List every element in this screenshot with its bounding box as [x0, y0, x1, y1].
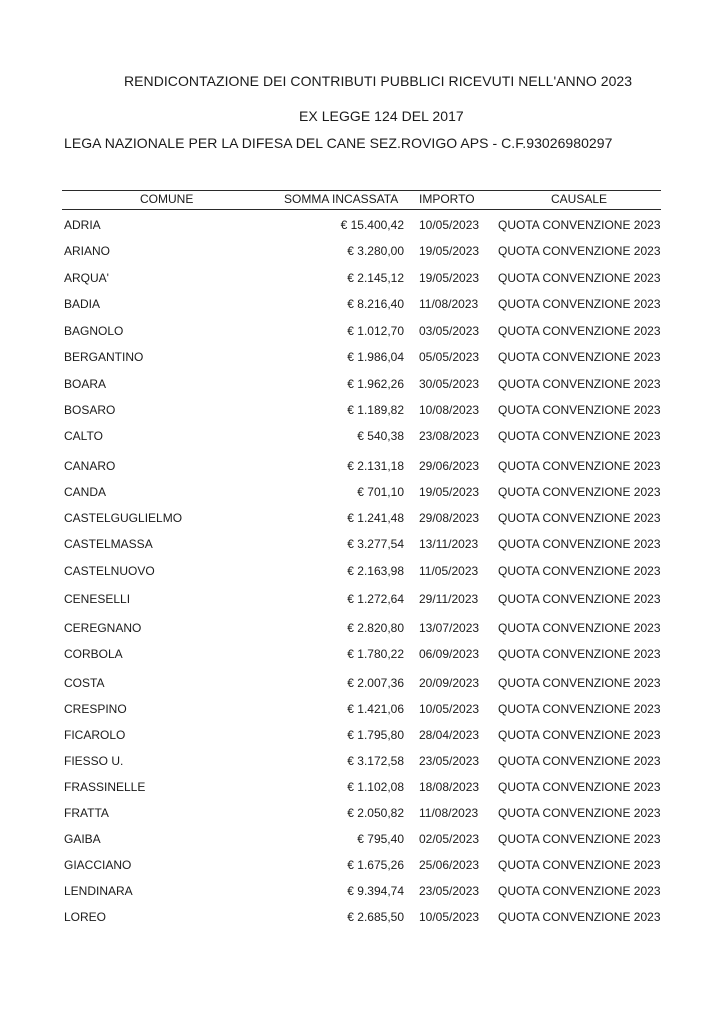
cell-somma-incassata: € 3.280,00 [347, 244, 404, 258]
cell-comune: CEREGNANO [64, 621, 142, 635]
cell-comune: BADIA [64, 297, 101, 311]
cell-causale: QUOTA CONVENZIONE 2023 [498, 780, 661, 794]
cell-importo: 29/08/2023 [419, 511, 480, 525]
cell-importo: 23/05/2023 [419, 884, 480, 898]
cell-importo: 13/11/2023 [419, 537, 479, 551]
cell-somma-incassata: € 540,38 [357, 429, 404, 443]
cell-importo: 10/08/2023 [419, 403, 480, 417]
cell-importo: 18/08/2023 [419, 780, 480, 794]
cell-importo: 20/09/2023 [419, 676, 480, 690]
cell-somma-incassata: € 2.007,36 [347, 676, 404, 690]
cell-somma-incassata: € 1.780,22 [347, 647, 404, 661]
cell-importo: 19/05/2023 [419, 485, 480, 499]
cell-somma-incassata: € 2.050,82 [347, 806, 404, 820]
cell-importo: 05/05/2023 [419, 350, 480, 364]
cell-comune: CASTELNUOVO [64, 564, 155, 578]
table-row [62, 297, 661, 313]
cell-somma-incassata: € 1.421,06 [347, 702, 404, 716]
cell-importo: 23/08/2023 [419, 429, 480, 443]
cell-causale: QUOTA CONVENZIONE 2023 [498, 459, 661, 473]
cell-importo: 28/04/2023 [419, 728, 480, 742]
cell-causale: QUOTA CONVENZIONE 2023 [498, 858, 661, 872]
cell-comune: FICAROLO [64, 728, 126, 742]
cell-somma-incassata: € 2.131,18 [347, 459, 404, 473]
table-row [62, 647, 661, 663]
table-row [62, 485, 661, 501]
cell-causale: QUOTA CONVENZIONE 2023 [498, 244, 661, 258]
table-row [62, 728, 661, 744]
cell-causale: QUOTA CONVENZIONE 2023 [498, 429, 661, 443]
table-row [62, 592, 661, 608]
cell-somma-incassata: € 1.962,26 [347, 377, 404, 391]
cell-causale: QUOTA CONVENZIONE 2023 [498, 297, 661, 311]
cell-importo: 03/05/2023 [419, 324, 480, 338]
table-row [62, 621, 661, 637]
cell-causale: QUOTA CONVENZIONE 2023 [498, 832, 661, 846]
cell-causale: QUOTA CONVENZIONE 2023 [498, 324, 661, 338]
cell-somma-incassata: € 1.189,82 [347, 403, 404, 417]
cell-comune: ADRIA [64, 218, 101, 232]
cell-importo: 11/08/2023 [419, 297, 479, 311]
cell-somma-incassata: € 2.163,98 [347, 564, 404, 578]
table-row [62, 910, 661, 926]
table-row [62, 884, 661, 900]
column-header-somma-incassata: SOMMA INCASSATA [284, 192, 399, 206]
cell-causale: QUOTA CONVENZIONE 2023 [498, 910, 661, 924]
cell-somma-incassata: € 701,10 [357, 485, 404, 499]
cell-causale: QUOTA CONVENZIONE 2023 [498, 485, 661, 499]
cell-importo: 29/06/2023 [419, 459, 480, 473]
cell-importo: 19/05/2023 [419, 244, 480, 258]
cell-comune: GAIBA [64, 832, 101, 846]
table-row [62, 350, 661, 366]
report-title: RENDICONTAZIONE DEI CONTRIBUTI PUBBLICI RICEVUTI NELL'ANNO 2023 [124, 73, 633, 89]
cell-somma-incassata: € 1.795,80 [347, 728, 404, 742]
table-row [62, 564, 661, 580]
cell-somma-incassata: € 3.277,54 [347, 537, 404, 551]
cell-importo: 23/05/2023 [419, 754, 480, 768]
cell-comune: BOSARO [64, 403, 116, 417]
cell-causale: QUOTA CONVENZIONE 2023 [498, 728, 661, 742]
cell-causale: QUOTA CONVENZIONE 2023 [498, 702, 661, 716]
column-header-comune: COMUNE [140, 192, 194, 206]
cell-comune: CENESELLI [64, 592, 131, 606]
cell-causale: QUOTA CONVENZIONE 2023 [498, 511, 661, 525]
cell-causale: QUOTA CONVENZIONE 2023 [498, 537, 661, 551]
cell-comune: ARQUA' [64, 271, 109, 285]
table-row [62, 754, 661, 770]
cell-somma-incassata: € 2.820,80 [347, 621, 404, 635]
cell-somma-incassata: € 9.394,74 [347, 884, 404, 898]
cell-causale: QUOTA CONVENZIONE 2023 [498, 218, 661, 232]
cell-causale: QUOTA CONVENZIONE 2023 [498, 403, 661, 417]
table-row [62, 429, 661, 445]
cell-comune: LENDINARA [64, 884, 133, 898]
table-row [62, 377, 661, 393]
cell-somma-incassata: € 15.400,42 [340, 218, 404, 232]
cell-comune: CANARO [64, 459, 116, 473]
cell-comune: ARIANO [64, 244, 111, 258]
cell-somma-incassata: € 2.145,12 [347, 271, 404, 285]
cell-somma-incassata: € 1.012,70 [347, 324, 404, 338]
cell-comune: CANDA [64, 485, 107, 499]
cell-comune: CRESPINO [64, 702, 127, 716]
cell-importo: 30/05/2023 [419, 377, 480, 391]
cell-importo: 02/05/2023 [419, 832, 480, 846]
cell-importo: 06/09/2023 [419, 647, 480, 661]
cell-causale: QUOTA CONVENZIONE 2023 [498, 271, 661, 285]
cell-causale: QUOTA CONVENZIONE 2023 [498, 592, 661, 606]
cell-comune: LOREO [64, 910, 107, 924]
cell-comune: CASTELMASSA [64, 537, 153, 551]
table-row [62, 324, 661, 340]
table-row [62, 271, 661, 287]
table-row [62, 858, 661, 874]
cell-importo: 10/05/2023 [419, 218, 480, 232]
cell-somma-incassata: € 2.685,50 [347, 910, 404, 924]
cell-causale: QUOTA CONVENZIONE 2023 [498, 806, 661, 820]
cell-somma-incassata: € 1.272,64 [347, 592, 404, 606]
table-row [62, 511, 661, 527]
cell-importo: 10/05/2023 [419, 702, 480, 716]
contributions-table [62, 190, 661, 924]
cell-importo: 25/06/2023 [419, 858, 480, 872]
cell-comune: BAGNOLO [64, 324, 124, 338]
cell-comune: BERGANTINO [64, 350, 144, 364]
cell-somma-incassata: € 1.675,26 [347, 858, 404, 872]
cell-comune: FRASSINELLE [64, 780, 146, 794]
table-row [62, 702, 661, 718]
cell-causale: QUOTA CONVENZIONE 2023 [498, 647, 661, 661]
cell-importo: 29/11/2023 [419, 592, 479, 606]
table-row [62, 403, 661, 419]
cell-causale: QUOTA CONVENZIONE 2023 [498, 350, 661, 364]
cell-comune: CASTELGUGLIELMO [64, 511, 183, 525]
cell-causale: QUOTA CONVENZIONE 2023 [498, 884, 661, 898]
cell-comune: COSTA [64, 676, 105, 690]
cell-comune: GIACCIANO [64, 858, 132, 872]
cell-somma-incassata: € 8.216,40 [347, 297, 404, 311]
cell-causale: QUOTA CONVENZIONE 2023 [498, 377, 661, 391]
cell-comune: CALTO [64, 429, 103, 443]
cell-comune: CORBOLA [64, 647, 123, 661]
cell-somma-incassata: € 1.986,04 [347, 350, 404, 364]
cell-comune: BOARA [64, 377, 107, 391]
cell-somma-incassata: € 3.172,58 [347, 754, 404, 768]
table-row [62, 832, 661, 848]
organization-name: LEGA NAZIONALE PER LA DIFESA DEL CANE SEZ.ROVIGO APS - C.F.93026980297 [64, 135, 613, 151]
cell-causale: QUOTA CONVENZIONE 2023 [498, 564, 661, 578]
cell-importo: 11/05/2023 [419, 564, 479, 578]
cell-causale: QUOTA CONVENZIONE 2023 [498, 676, 661, 690]
cell-comune: FRATTA [64, 806, 109, 820]
cell-importo: 19/05/2023 [419, 271, 480, 285]
column-header-importo: IMPORTO [419, 192, 475, 206]
table-row [62, 537, 661, 553]
table-row [62, 806, 661, 822]
cell-importo: 11/08/2023 [419, 806, 479, 820]
cell-somma-incassata: € 1.102,08 [347, 780, 404, 794]
table-row [62, 780, 661, 796]
cell-importo: 10/05/2023 [419, 910, 480, 924]
table-header [62, 190, 661, 210]
cell-causale: QUOTA CONVENZIONE 2023 [498, 621, 661, 635]
table-row [62, 676, 661, 692]
table-row [62, 218, 661, 234]
column-header-causale: CAUSALE [551, 192, 608, 206]
table-row [62, 244, 661, 260]
cell-importo: 13/07/2023 [419, 621, 480, 635]
table-row [62, 459, 661, 475]
cell-somma-incassata: € 1.241,48 [347, 511, 404, 525]
cell-causale: QUOTA CONVENZIONE 2023 [498, 754, 661, 768]
cell-somma-incassata: € 795,40 [357, 832, 404, 846]
cell-comune: FIESSO U. [64, 754, 124, 768]
law-reference: EX LEGGE 124 DEL 2017 [299, 108, 464, 124]
